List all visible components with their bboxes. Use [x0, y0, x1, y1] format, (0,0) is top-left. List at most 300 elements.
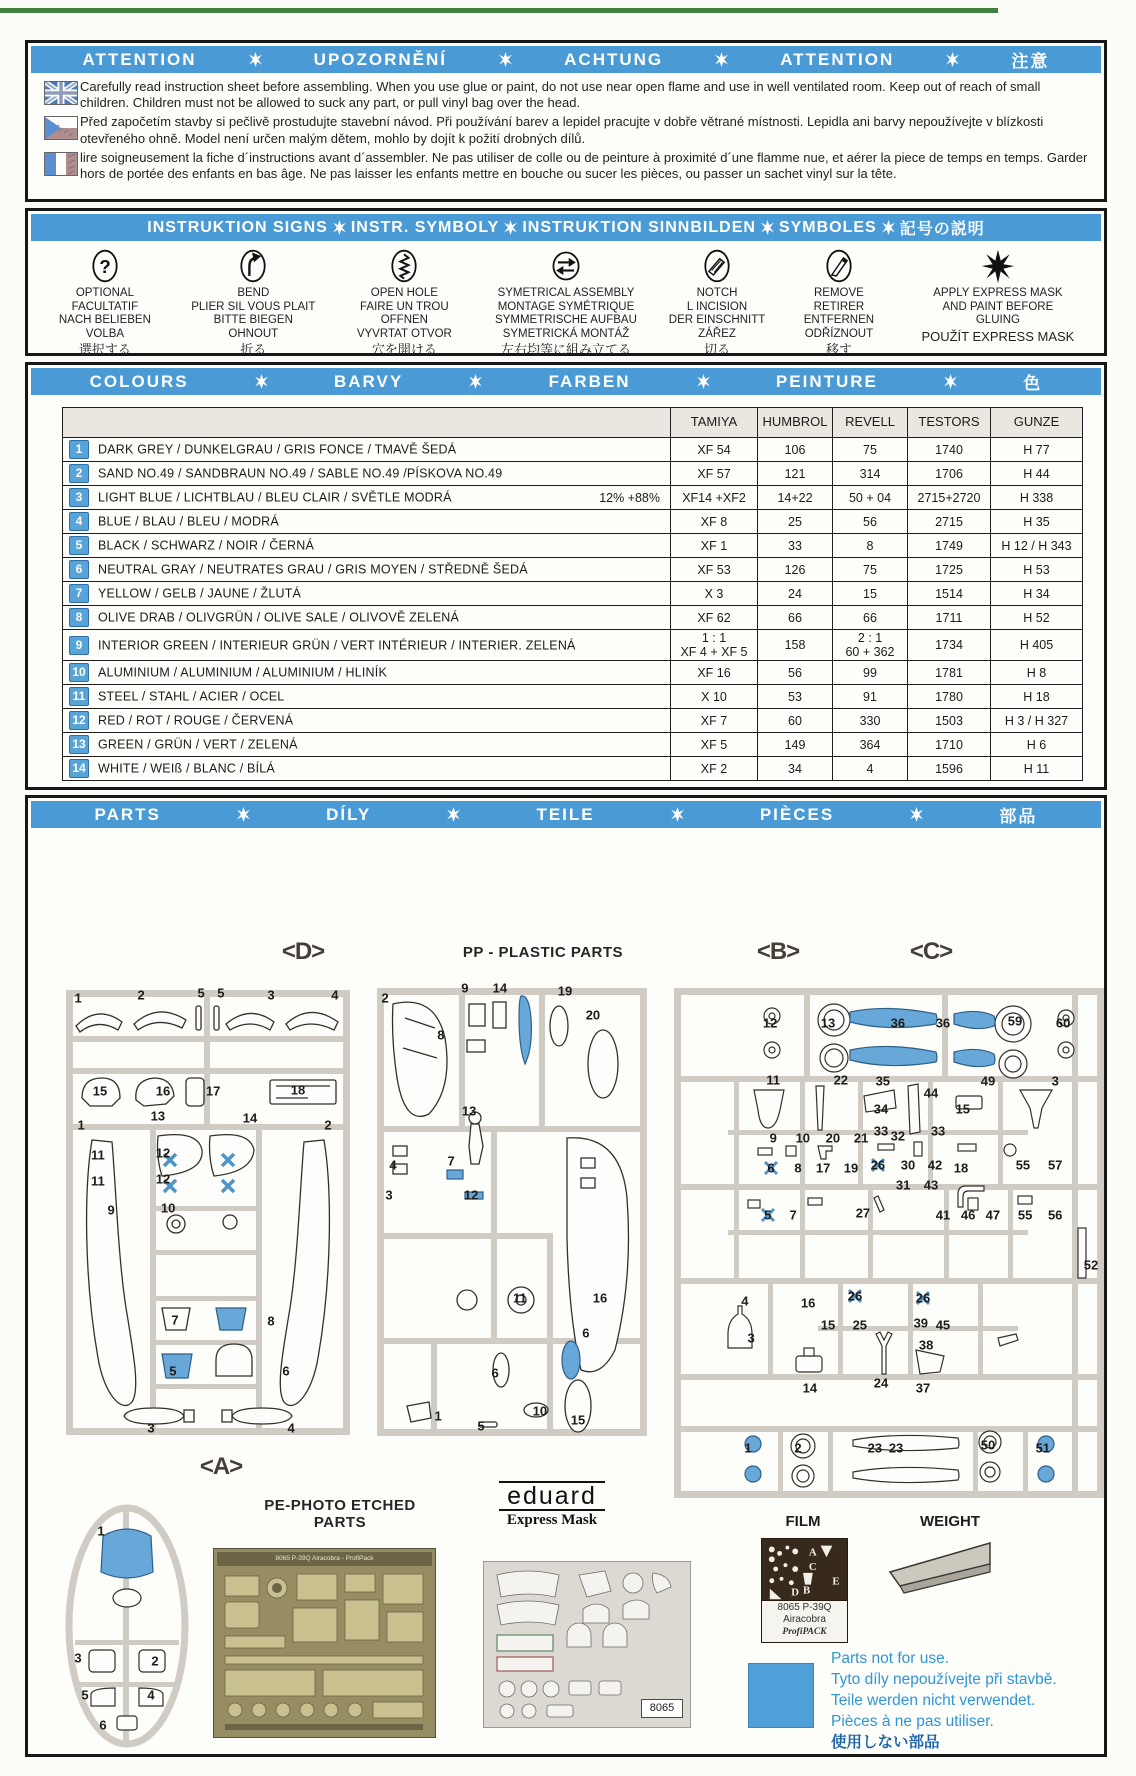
- pe-parts-label-line2: PARTS: [313, 1514, 367, 1531]
- pe-fret-drawing: [213, 1548, 436, 1738]
- band-label: TEILE: [536, 804, 595, 824]
- gunze-cell: H 3 / H 327: [991, 709, 1083, 733]
- part-number: 4: [389, 1157, 397, 1173]
- part-number: 21: [853, 1130, 869, 1146]
- signs-row: [36, 245, 1096, 357]
- sign-item: [476, 245, 656, 357]
- colour-table-head: [63, 408, 1083, 438]
- sign-label: VOLBA: [85, 327, 125, 340]
- colour-name-cell: 7 YELLOW / GELB / JAUNE / ŽLUTÁ: [63, 582, 671, 606]
- remove-icon: [778, 245, 900, 287]
- sign-label: FAIRE UN TROU: [360, 300, 449, 313]
- colour-row: [63, 582, 1083, 606]
- part-number: 9: [107, 1202, 115, 1218]
- part-number: 7: [447, 1153, 455, 1169]
- band-label: INSTRUKTION SINNBILDEN: [522, 218, 756, 236]
- tamiya-cell: 1 : 1 XF 4 + XF 5: [671, 630, 758, 661]
- brand-column-header: TAMIYA: [671, 408, 758, 438]
- attention-section: [25, 40, 1107, 202]
- testors-cell: 1734: [908, 630, 991, 661]
- colour-number-chip: 1: [69, 440, 89, 459]
- part-number: 26: [870, 1157, 886, 1173]
- band-label: DÍLY: [326, 804, 372, 824]
- gunze-cell: H 35: [991, 510, 1083, 534]
- part-number: 22: [833, 1072, 849, 1088]
- colour-name-cell: 9 INTERIOR GREEN / INTERIEUR GRÜN / VERT INTÉRIEUR / INTERIER. ZELENÁ: [63, 630, 671, 661]
- part-number: 2: [137, 987, 145, 1003]
- colour-row: [63, 558, 1083, 582]
- part-number: 23: [867, 1440, 883, 1456]
- signs-band: [31, 214, 1101, 241]
- weight-label: WEIGHT: [920, 1513, 980, 1530]
- band-label: PEINTURE: [775, 371, 878, 391]
- sign-item: [778, 245, 900, 357]
- colour-number-chip: 10: [69, 663, 89, 682]
- optional-icon: [36, 245, 174, 287]
- band-label: 色: [1023, 374, 1043, 393]
- film-caption-line: ProfiPACK: [782, 1627, 827, 1637]
- part-number: 23: [888, 1440, 904, 1456]
- sign-label: APPLY EXPRESS MASK: [933, 287, 1063, 299]
- colour-name-cell: 4 BLUE / BLAU / BLEU / MODRÁ: [63, 510, 671, 534]
- part-number: 3: [747, 1330, 755, 1346]
- colour-number-chip: 5: [69, 536, 89, 555]
- band-label: PIÈCES: [759, 804, 835, 824]
- svg-text:A: A: [808, 1546, 817, 1559]
- sign-label: ODŘÍZNOUT: [804, 327, 874, 340]
- sign-label: 切る: [704, 342, 731, 358]
- part-number: 5: [169, 1363, 177, 1379]
- express-mask-sheet-image: [483, 1561, 691, 1728]
- part-number: 33: [930, 1123, 946, 1139]
- gunze-cell: H 77: [991, 438, 1083, 462]
- colour-name-cell: 6 NEUTRAL GRAY / NEUTRATES GRAU / GRIS MOYEN / STŘEDNĚ ŠEDÁ: [63, 558, 671, 582]
- colour-row: [63, 486, 1083, 510]
- testors-cell: 1781: [908, 661, 991, 685]
- tamiya-cell: X 10: [671, 685, 758, 709]
- sprue-c-diagram: [668, 978, 1110, 1508]
- part-number: 18: [953, 1160, 969, 1176]
- sign-label: VYVRTAT OTVOR: [356, 327, 452, 340]
- sign-label: OHNOUT: [228, 327, 279, 340]
- humbrol-cell: 24: [758, 582, 833, 606]
- sign-label: REMOVE: [813, 287, 864, 299]
- gunze-cell: H 6: [991, 733, 1083, 757]
- revell-cell: 75: [833, 438, 908, 462]
- tamiya-cell: XF 1: [671, 534, 758, 558]
- tamiya-cell: XF 2: [671, 757, 758, 781]
- part-number: 13: [461, 1103, 477, 1119]
- part-number: 6: [99, 1717, 107, 1733]
- sign-label: SYMETRICKÁ MONTÁŽ: [502, 327, 630, 340]
- sign-label: MONTAGE SYMÉTRIQUE: [497, 300, 635, 313]
- revell-cell: 8: [833, 534, 908, 558]
- humbrol-cell: 53: [758, 685, 833, 709]
- fr-flag-icon: [44, 152, 80, 176]
- svg-text:B: B: [803, 1584, 811, 1597]
- revell-cell: 330: [833, 709, 908, 733]
- svg-text:D: D: [791, 1586, 800, 1599]
- testors-cell: 1725: [908, 558, 991, 582]
- not-for-use-line: Parts not for use.: [831, 1650, 950, 1667]
- part-number: 1: [77, 1117, 85, 1133]
- star-separator-icon: [881, 220, 896, 235]
- part-number: 16: [592, 1290, 608, 1306]
- star-separator-icon: [909, 807, 924, 822]
- sign-item: [174, 245, 333, 357]
- sprue-d-diagram: [58, 978, 358, 1448]
- pe-fret-header-text: 8065 P-39Q Airacobra - ProfiPack: [275, 1555, 374, 1562]
- attention-paragraphs: [44, 79, 1092, 185]
- colour-row: [63, 606, 1083, 630]
- colour-number-chip: 13: [69, 735, 89, 754]
- weight-image: [888, 1540, 996, 1606]
- sprue-b-label: <B>: [756, 938, 800, 965]
- gunze-cell: H 34: [991, 582, 1083, 606]
- parts-section: [25, 795, 1107, 1757]
- star-separator-icon: [236, 807, 251, 822]
- part-number: 3: [147, 1420, 155, 1436]
- sign-item: [900, 245, 1096, 357]
- colour-name-cell: 12 RED / ROT / ROUGE / ČERVENÁ: [63, 709, 671, 733]
- bend-icon: [174, 245, 333, 287]
- tamiya-cell: XF 57: [671, 462, 758, 486]
- part-number: 56: [1047, 1207, 1063, 1223]
- brand-column-header: REVELL: [833, 408, 908, 438]
- star-separator-icon: [248, 52, 263, 67]
- pe-parts-label: [240, 1497, 440, 1531]
- part-number: 27: [855, 1205, 871, 1221]
- part-number: 33: [873, 1123, 889, 1139]
- star-separator-icon: [503, 220, 518, 235]
- svg-text:E: E: [832, 1575, 840, 1588]
- part-number: 14: [492, 980, 508, 996]
- tamiya-cell: XF 16: [671, 661, 758, 685]
- sign-label: OFFNEN: [380, 314, 428, 327]
- part-number: 26: [915, 1290, 931, 1306]
- part-number: 32: [890, 1128, 906, 1144]
- eduard-logo-text: eduard: [499, 1481, 605, 1511]
- humbrol-cell: 56: [758, 661, 833, 685]
- sign-label: OPTIONAL: [75, 287, 134, 299]
- testors-cell: 1749: [908, 534, 991, 558]
- part-number: 35: [875, 1073, 891, 1089]
- not-for-use-line: 使用しない部品: [831, 1734, 940, 1751]
- part-number: 1: [74, 990, 82, 1006]
- sign-label: OPEN HOLE: [370, 287, 438, 299]
- part-number: 57: [1047, 1157, 1063, 1173]
- part-number: 2: [324, 1117, 332, 1133]
- part-number: 11: [766, 1072, 781, 1088]
- revell-cell: 364: [833, 733, 908, 757]
- attention-paragraph: [44, 114, 1092, 146]
- attention-text: lire soigneusement la fiche d´instructions avant d´assembler. Ne pas utiliser de colle ou de peinture à proximité d´une flamme nue, et aérer la piece de temps en temps. Garder hors de portée des enfants en bas âge. Ne pas laisser les enfants mettre en bouche ou sucer les pièces, ou passer un sachet vinyl sur la tête.: [80, 149, 1088, 182]
- gunze-cell: H 18: [991, 685, 1083, 709]
- part-number: 8: [437, 1027, 445, 1043]
- part-number: 59: [1007, 1013, 1023, 1029]
- part-number: 1: [744, 1440, 752, 1456]
- part-number: 5: [217, 985, 225, 1001]
- attention-text: Carefully read instruction sheet before assembling. When you use glue or paint, do not use near open flame and use in well ventilated room. Keep out of reach of small children. Children must not be allowed to suck any part, or pull vinyl bag over the head.: [80, 79, 1041, 111]
- sign-label: L INCISION: [686, 300, 748, 313]
- part-number: 44: [923, 1085, 939, 1101]
- part-number: 16: [155, 1083, 171, 1099]
- humbrol-cell: 33: [758, 534, 833, 558]
- revell-cell: 66: [833, 606, 908, 630]
- film-caption: [762, 1600, 847, 1642]
- revell-cell: 314: [833, 462, 908, 486]
- part-number: 55: [1015, 1157, 1031, 1173]
- star-separator-icon: [760, 220, 775, 235]
- film-caption-line: Airacobra: [783, 1614, 826, 1625]
- part-number: 8: [267, 1313, 275, 1329]
- part-number: 16: [800, 1295, 816, 1311]
- tamiya-cell: XF 7: [671, 709, 758, 733]
- part-number: 19: [843, 1160, 859, 1176]
- revell-cell: 99: [833, 661, 908, 685]
- colour-row: [63, 757, 1083, 781]
- colour-row: [63, 534, 1083, 558]
- part-number: 34: [873, 1101, 889, 1117]
- star-separator-icon: [254, 374, 269, 389]
- band-label: 注意: [1011, 52, 1050, 71]
- sprue-d-label: <D>: [281, 938, 325, 965]
- tamiya-cell: XF 8: [671, 510, 758, 534]
- humbrol-cell: 34: [758, 757, 833, 781]
- plastic-parts-label: PP - PLASTIC PARTS: [462, 944, 624, 961]
- part-number: 36: [935, 1015, 951, 1031]
- not-for-use-line: Teile werden nicht verwendet.: [831, 1692, 1036, 1709]
- part-number: 36: [890, 1015, 906, 1031]
- sign-label: DER EINSCHNITT: [668, 314, 766, 327]
- part-number: 26: [847, 1288, 863, 1304]
- sign-label: BITTE BIEGEN: [213, 314, 293, 327]
- part-number: 10: [160, 1200, 176, 1216]
- svg-text:?: ?: [99, 257, 111, 279]
- humbrol-cell: 158: [758, 630, 833, 661]
- star-separator-icon: [446, 807, 461, 822]
- sign-label: SYMMETRISCHE AUFBAU: [495, 314, 637, 327]
- testors-cell: 1706: [908, 462, 991, 486]
- colours-section: [25, 362, 1107, 790]
- part-number: 5: [764, 1207, 772, 1223]
- revell-cell: 50 + 04: [833, 486, 908, 510]
- gunze-cell: H 11: [991, 757, 1083, 781]
- film-label: FILM: [785, 1513, 821, 1530]
- gunze-cell: H 8: [991, 661, 1083, 685]
- band-label: ACHTUNG: [564, 49, 664, 69]
- part-number: 15: [92, 1083, 108, 1099]
- part-number: 25: [852, 1317, 868, 1333]
- star-separator-icon: [498, 52, 513, 67]
- part-number: 10: [795, 1130, 811, 1146]
- tamiya-cell: XF14 +XF2: [671, 486, 758, 510]
- part-number: 6: [767, 1160, 775, 1176]
- colour-row: [63, 462, 1083, 486]
- part-number: 9: [461, 980, 469, 996]
- part-number: 2: [794, 1440, 802, 1456]
- part-number: 4: [147, 1687, 155, 1703]
- part-number: 12: [463, 1187, 479, 1203]
- part-number: 14: [242, 1110, 258, 1126]
- part-number: 12: [155, 1145, 171, 1161]
- part-number: 15: [955, 1101, 971, 1117]
- sign-label: BEND: [237, 287, 270, 299]
- gunze-cell: H 338: [991, 486, 1083, 510]
- brand-column-header: GUNZE: [991, 408, 1083, 438]
- band-label: FARBEN: [548, 371, 631, 391]
- part-number: 10: [532, 1403, 548, 1419]
- not-for-use-lines: [831, 1648, 1131, 1753]
- parts-band: [31, 801, 1101, 828]
- symmetrical-icon: [476, 245, 656, 287]
- sign-label: NOTCH: [696, 287, 738, 299]
- part-number: 24: [873, 1375, 889, 1391]
- part-number: 3: [1051, 1073, 1059, 1089]
- cz-flag-icon: [44, 116, 80, 140]
- band-label: ATTENTION: [82, 49, 197, 69]
- colour-row: [63, 510, 1083, 534]
- part-number: 3: [385, 1187, 393, 1203]
- part-number: 1: [434, 1408, 442, 1424]
- testors-cell: 1503: [908, 709, 991, 733]
- sign-label: POUŽÍT EXPRESS MASK: [921, 328, 1075, 344]
- sign-label: 折る: [240, 342, 267, 358]
- part-number: 20: [825, 1130, 841, 1146]
- part-number: 49: [980, 1073, 996, 1089]
- star-separator-icon: [670, 807, 685, 822]
- testors-cell: 1710: [908, 733, 991, 757]
- pe-fret-image: [213, 1548, 436, 1738]
- colour-number-chip: 9: [69, 636, 89, 655]
- colour-name-cell: 3 LIGHT BLUE / LICHTBLAU / BLEU CLAIR / SVĚTLE MODRÁ 12% +88%: [63, 486, 671, 510]
- sign-item: [656, 245, 778, 357]
- part-number: 7: [789, 1207, 797, 1223]
- part-number: 42: [927, 1157, 943, 1173]
- humbrol-cell: 106: [758, 438, 833, 462]
- colour-number-chip: 7: [69, 584, 89, 603]
- part-number: 4: [741, 1293, 749, 1309]
- tamiya-cell: XF 54: [671, 438, 758, 462]
- eduard-logo: [499, 1481, 605, 1529]
- colour-name-cell: 5 BLACK / SCHWARZ / NOIR / ČERNÁ: [63, 534, 671, 558]
- revell-cell: 2 : 1 60 + 362: [833, 630, 908, 661]
- express-mask-logo-text: Express Mask: [506, 1512, 598, 1529]
- instruction-signs-section: [25, 208, 1107, 356]
- attention-text: Před započetím stavby si pečlivě prostudujte stavební návod. Při používání barev a lepidel pracujte v dobře větrané místnosti. Lepidla ani barvy nepoužívejte v blízkosti otevřeného ohně. Model není určen malým dětem, mohlo by dojít k požití drobných dílů.: [80, 114, 1044, 146]
- part-number: 12: [762, 1015, 778, 1031]
- star-separator-icon: [945, 52, 960, 67]
- sprue-a-label: <A>: [199, 1453, 243, 1480]
- part-number: 6: [491, 1365, 499, 1381]
- sign-label: NACH BELIEBEN: [58, 314, 151, 327]
- part-number: 20: [585, 1007, 601, 1023]
- tamiya-cell: XF 53: [671, 558, 758, 582]
- revell-cell: 91: [833, 685, 908, 709]
- colour-row: [63, 733, 1083, 757]
- colour-table: [62, 407, 1083, 781]
- colour-row: [63, 709, 1083, 733]
- sprue-c-label: <C>: [909, 938, 953, 965]
- film-caption-line: 8065 P-39Q: [777, 1602, 832, 1613]
- express-mask-star-icon: [900, 245, 1096, 287]
- part-number: 12: [155, 1171, 171, 1187]
- not-for-use-line: Pièces à ne pas utiliser.: [831, 1713, 994, 1730]
- testors-cell: 1780: [908, 685, 991, 709]
- part-number: 30: [900, 1157, 916, 1173]
- attention-band: [31, 46, 1101, 73]
- part-number: 55: [1017, 1207, 1033, 1223]
- sign-item: [333, 245, 476, 357]
- colour-name-cell: 2 SAND NO.49 / SANDBRAUN NO.49 / SABLE NO.49 /PÍSKOVA NO.49: [63, 462, 671, 486]
- part-number: 51: [1035, 1440, 1051, 1456]
- band-label: 部品: [999, 807, 1038, 826]
- colour-row: [63, 661, 1083, 685]
- part-number: 8: [794, 1160, 802, 1176]
- colour-number-chip: 12: [69, 711, 89, 730]
- humbrol-cell: 66: [758, 606, 833, 630]
- colour-number-chip: 11: [69, 687, 89, 706]
- sign-label: ENTFERNEN: [803, 314, 875, 327]
- part-number: 31: [895, 1177, 911, 1193]
- film-image: [761, 1538, 848, 1643]
- part-number: 38: [918, 1337, 934, 1353]
- humbrol-cell: 121: [758, 462, 833, 486]
- part-number: 46: [960, 1207, 976, 1223]
- revell-cell: 75: [833, 558, 908, 582]
- sign-item: [36, 245, 174, 357]
- tamiya-cell: XF 62: [671, 606, 758, 630]
- part-number: 43: [923, 1177, 939, 1193]
- colours-band: [31, 368, 1101, 395]
- part-number: 13: [820, 1015, 836, 1031]
- revell-cell: 15: [833, 582, 908, 606]
- part-number: 52: [1083, 1257, 1099, 1273]
- sign-label: 移す: [825, 342, 852, 358]
- colour-number-chip: 14: [69, 759, 89, 778]
- gunze-cell: H 12 / H 343: [991, 534, 1083, 558]
- part-number: 17: [205, 1083, 221, 1099]
- testors-cell: 2715+2720: [908, 486, 991, 510]
- part-number: 4: [287, 1420, 295, 1436]
- svg-text:C: C: [808, 1561, 817, 1573]
- part-number: 2: [151, 1653, 159, 1669]
- sign-label: AND PAINT BEFORE: [942, 300, 1054, 313]
- part-number: 60: [1055, 1015, 1071, 1031]
- humbrol-cell: 149: [758, 733, 833, 757]
- colour-number-chip: 3: [69, 488, 89, 507]
- star-separator-icon: [468, 374, 483, 389]
- sign-label: RETIRER: [813, 300, 865, 313]
- part-number: 6: [282, 1363, 290, 1379]
- colour-table-body: [63, 438, 1083, 781]
- film-drawing: [762, 1539, 847, 1601]
- sign-label: 左右均等に組み立てる: [500, 342, 631, 358]
- star-separator-icon: [332, 220, 347, 235]
- attention-paragraph: [44, 79, 1092, 111]
- part-number: 39: [913, 1315, 929, 1331]
- part-number: 9: [769, 1130, 777, 1146]
- sign-label: GLUING: [975, 314, 1020, 327]
- colour-row: [63, 685, 1083, 709]
- humbrol-cell: 25: [758, 510, 833, 534]
- colour-name-cell: 13 GREEN / GRÜN / VERT / ZELENÁ: [63, 733, 671, 757]
- part-number: 11: [513, 1290, 527, 1306]
- band-label: BARVY: [334, 371, 404, 391]
- colour-row: [63, 630, 1083, 661]
- revell-cell: 4: [833, 757, 908, 781]
- part-number: 15: [570, 1412, 586, 1428]
